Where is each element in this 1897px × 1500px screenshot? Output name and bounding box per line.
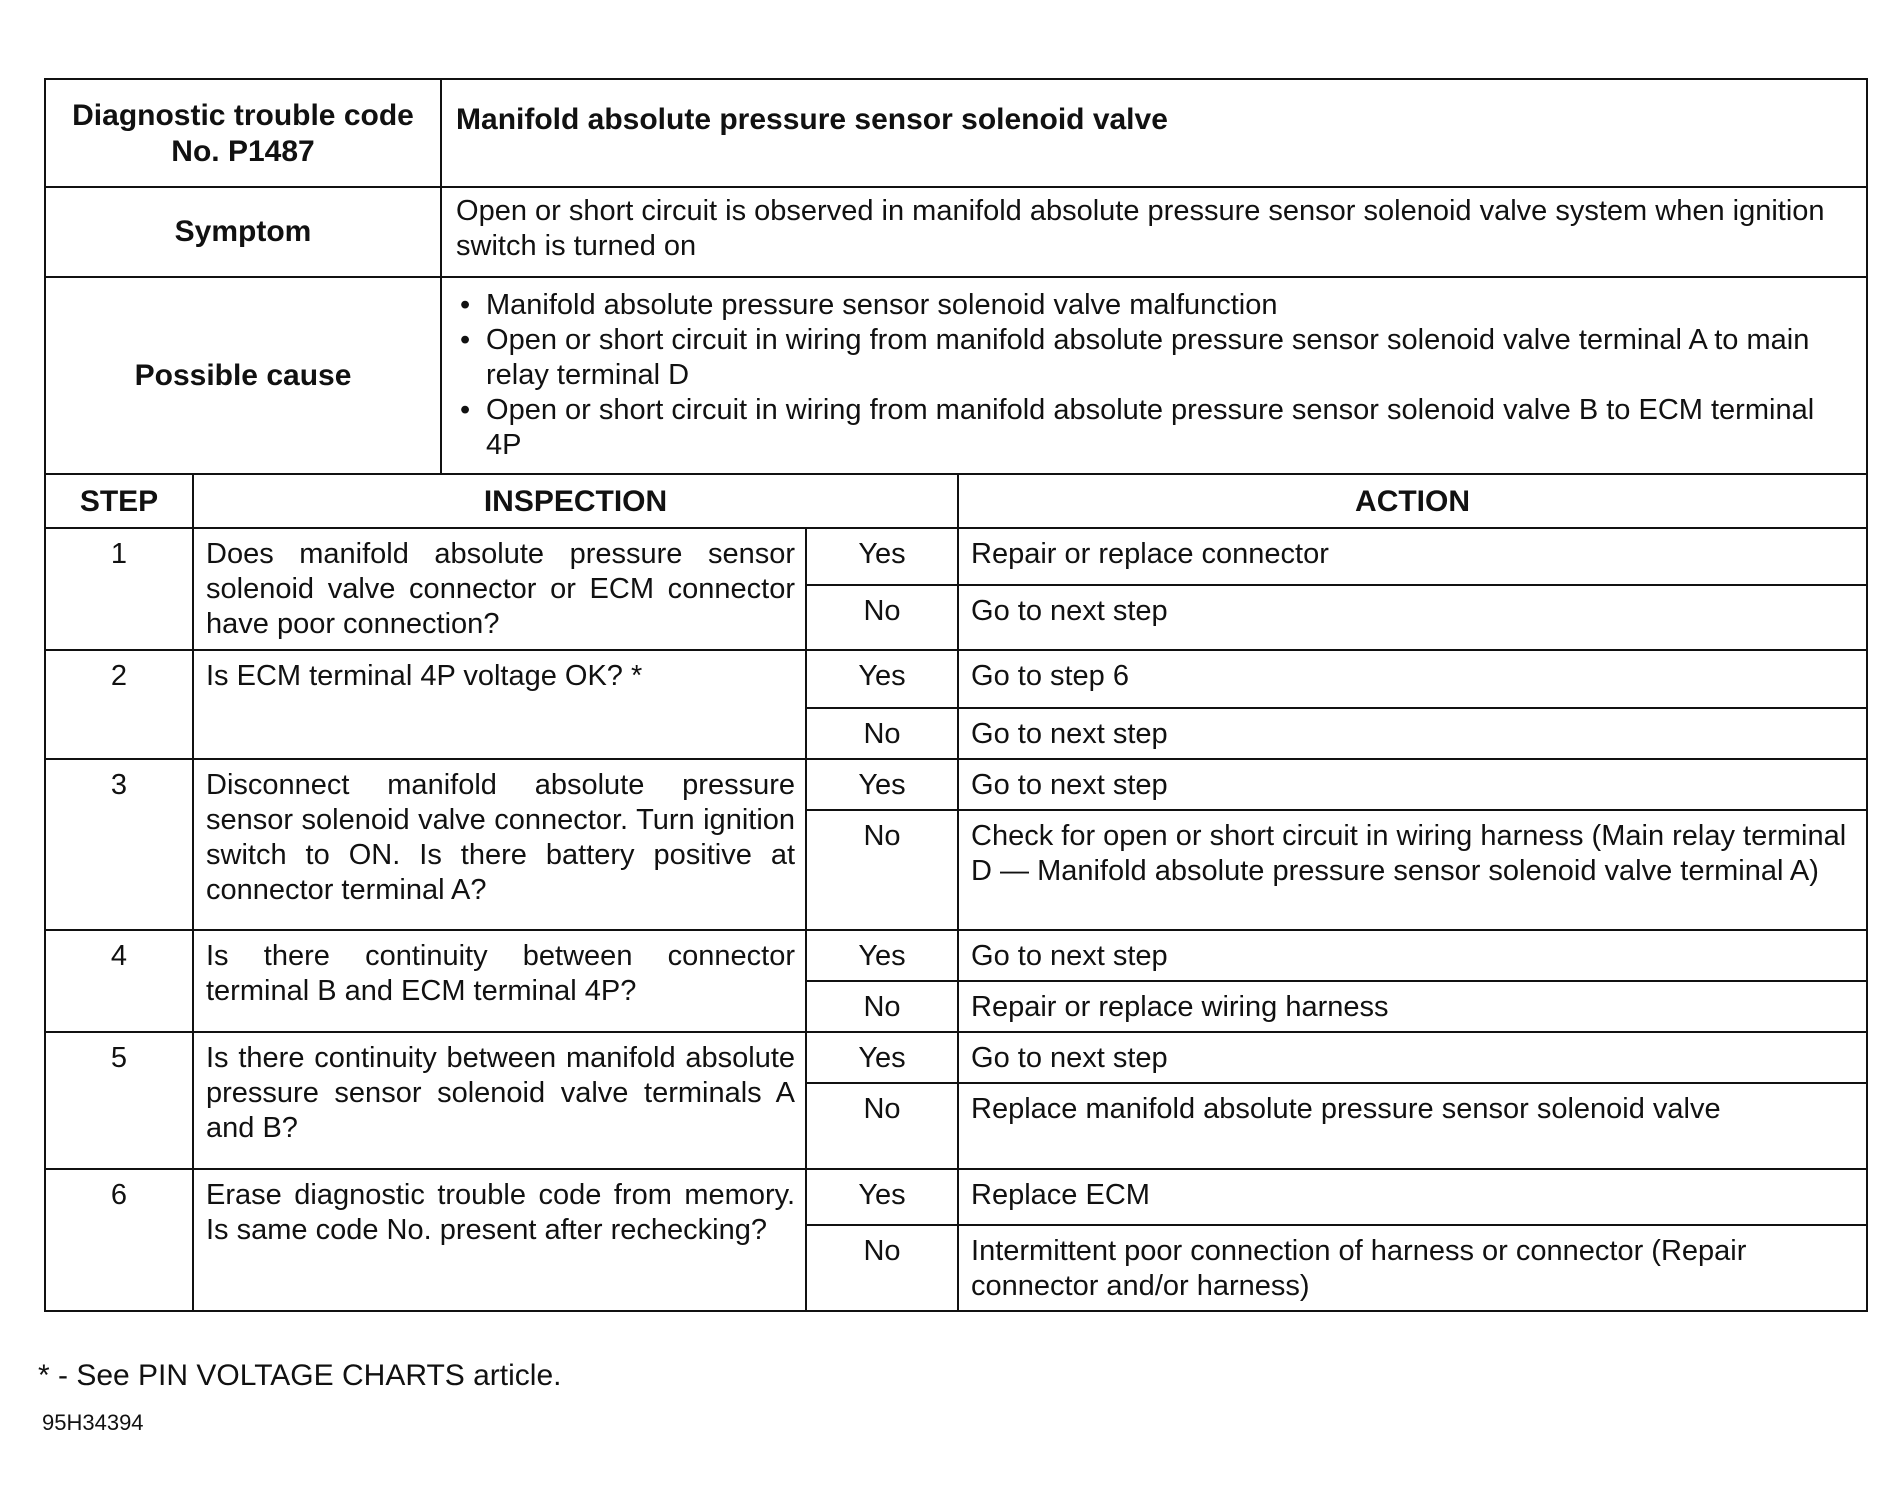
yes-action: Repair or replace connector [958, 528, 1867, 585]
step-number: 6 [45, 1169, 193, 1311]
code-label: Diagnostic trouble code No. P1487 [45, 79, 441, 187]
step-row [45, 1032, 1867, 1083]
figure-code: 95H34394 [42, 1410, 144, 1435]
step-inspection: Is there continuity between connector terminal B and ECM terminal 4P? [193, 930, 806, 1032]
no-label: No [806, 708, 958, 759]
step-inspection: Is ECM terminal 4P voltage OK? * [193, 650, 806, 759]
no-label: No [806, 981, 958, 1032]
no-label: No [806, 1225, 958, 1311]
step-number: 5 [45, 1032, 193, 1169]
cause-item: • Manifold absolute pressure sensor solenoid valve malfunction [456, 288, 1852, 323]
step-row [45, 650, 1867, 708]
cause-row [45, 277, 1867, 474]
yes-action: Go to next step [958, 1032, 1867, 1083]
step-row [45, 1169, 1867, 1225]
step-number: 3 [45, 759, 193, 930]
step-row [45, 759, 1867, 810]
yes-action: Replace ECM [958, 1169, 1867, 1225]
no-action: Repair or replace wiring harness [958, 981, 1867, 1032]
step-column-header: STEP [45, 474, 193, 528]
yes-action: Go to next step [958, 930, 1867, 981]
cause-item: • Open or short circuit in wiring from manifold absolute pressure sensor solenoid valve terminal A to main relay terminal D [456, 323, 1852, 393]
no-action: Go to next step [958, 585, 1867, 650]
symptom-text: Open or short circuit is observed in manifold absolute pressure sensor solenoid valve system when ignition switch is turned on [441, 187, 1867, 277]
yes-action: Go to step 6 [958, 650, 1867, 708]
no-action: Intermittent poor connection of harness or connector (Repair connector and/or harness) [958, 1225, 1867, 1311]
no-label: No [806, 585, 958, 650]
yes-label: Yes [806, 759, 958, 810]
symptom-label: Symptom [45, 187, 441, 277]
code-row [45, 79, 1867, 187]
cause-list [456, 288, 1852, 463]
step-number: 4 [45, 930, 193, 1032]
yes-label: Yes [806, 930, 958, 981]
step-number: 1 [45, 528, 193, 650]
footnote: * - See PIN VOLTAGE CHARTS article. [38, 1359, 562, 1392]
inspection-column-header: INSPECTION [193, 474, 958, 528]
step-inspection: Erase diagnostic trouble code from memory. Is same code No. present after rechecking? [193, 1169, 806, 1311]
step-inspection: Does manifold absolute pressure sensor solenoid valve connector or ECM connector have poor connection? [193, 528, 806, 650]
yes-action: Go to next step [958, 759, 1867, 810]
yes-label: Yes [806, 528, 958, 585]
yes-label: Yes [806, 1169, 958, 1225]
symptom-row [45, 187, 1867, 277]
step-number: 2 [45, 650, 193, 759]
action-column-header: ACTION [958, 474, 1867, 528]
page-title: Manifold absolute pressure sensor solenoid valve [441, 79, 1867, 187]
cause-list-cell [441, 277, 1867, 474]
diagnostic-table [44, 78, 1868, 1312]
step-inspection: Is there continuity between manifold absolute pressure sensor solenoid valve terminals A and B? [193, 1032, 806, 1169]
cause-item: • Open or short circuit in wiring from manifold absolute pressure sensor solenoid valve B to ECM terminal 4P [456, 393, 1852, 463]
no-action: Go to next step [958, 708, 1867, 759]
step-row [45, 930, 1867, 981]
no-label: No [806, 1083, 958, 1169]
column-header-row [45, 474, 1867, 528]
cause-label: Possible cause [45, 277, 441, 474]
no-action: Check for open or short circuit in wiring harness (Main relay terminal D — Manifold absolute pressure sensor solenoid valve terminal A) [958, 810, 1867, 930]
no-action: Replace manifold absolute pressure sensor solenoid valve [958, 1083, 1867, 1169]
no-label: No [806, 810, 958, 930]
step-row [45, 528, 1867, 585]
step-inspection: Disconnect manifold absolute pressure sensor solenoid valve connector. Turn ignition switch to ON. Is there battery positive at connector terminal A? [193, 759, 806, 930]
yes-label: Yes [806, 650, 958, 708]
yes-label: Yes [806, 1032, 958, 1083]
